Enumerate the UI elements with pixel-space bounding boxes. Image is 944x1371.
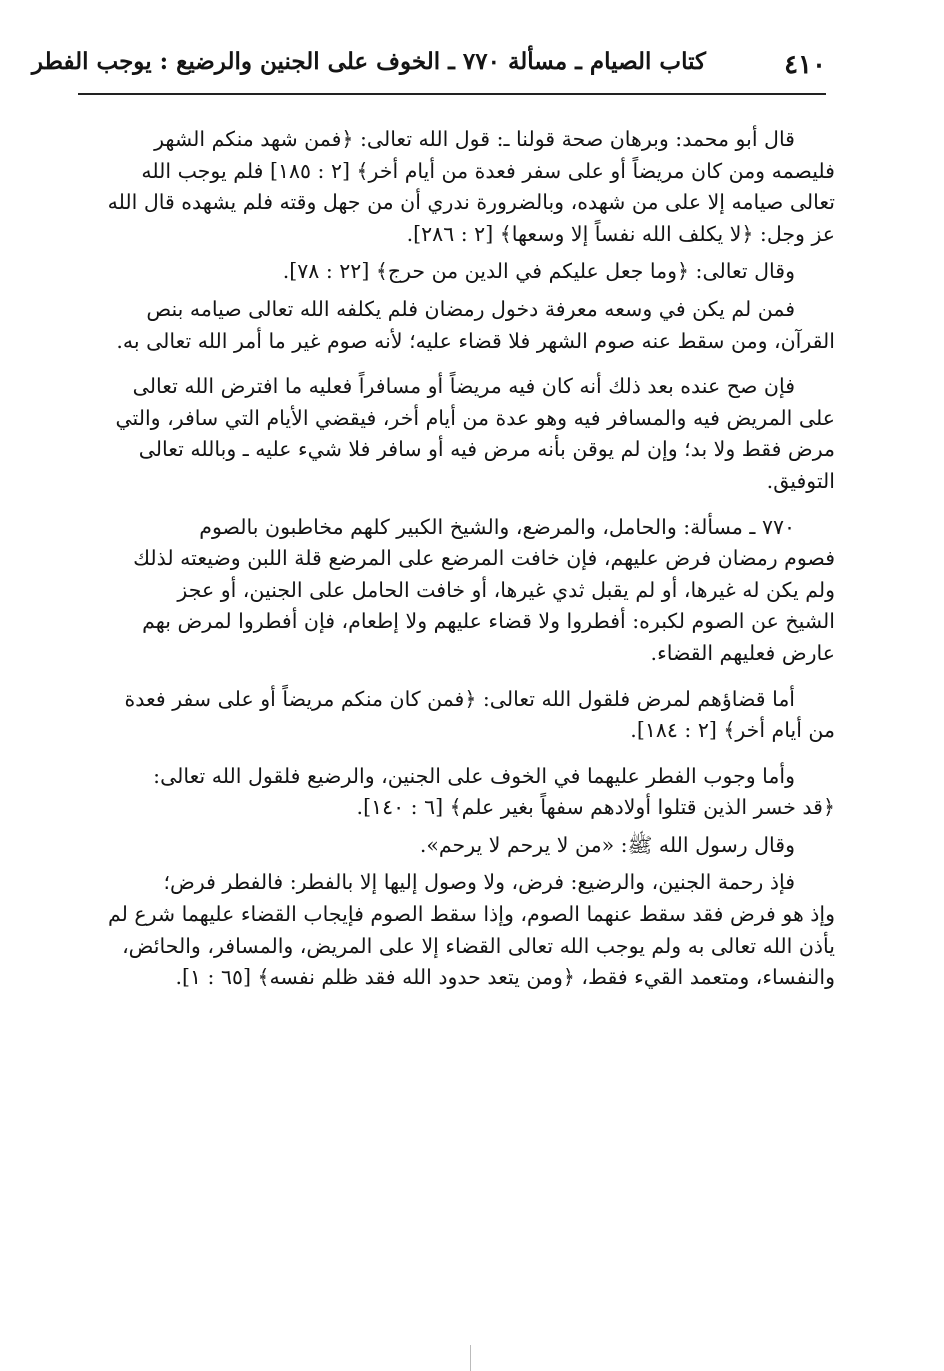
running-head: كتاب الصيام ـ مسألة ٧٧٠ ـ الخوف على الجنين والرضيع : يوجب الفطر bbox=[31, 48, 706, 75]
header-rule bbox=[78, 93, 826, 95]
text-line: عز وجل: ﴿لا يكلف الله نفساً إلا وسعها﴾ [٢ : ٢٨٦]. bbox=[406, 221, 835, 246]
text-line: عارض فعليهم القضاء. bbox=[650, 640, 835, 665]
text-line: فإذ رحمة الجنين، والرضيع: فرض، ولا وصول إليها إلا بالفطر: فالفطر فرض؛ bbox=[163, 870, 795, 895]
text-line: وقال رسول الله ﷺ: «من لا يرحم لا يرحم». bbox=[419, 832, 795, 857]
paragraph bbox=[80, 124, 835, 250]
text-line: وأما وجوب الفطر عليهما في الخوف على الجنين، والرضيع فلقول الله تعالى: bbox=[153, 763, 795, 788]
text-line: قال أبو محمد: وبرهان صحة قولنا ـ: قول الله تعالى: ﴿فمن شهد منكم الشهر bbox=[154, 127, 795, 151]
text-line: وقال تعالى: ﴿وما جعل عليكم في الدين من حرج﴾ [٢٢ : ٧٨]. bbox=[282, 259, 795, 284]
page-header bbox=[31, 44, 826, 94]
text-line: ﴿قد خسر الذين قتلوا أولادهم سفهاً بغير علم﴾ [٦ : ١٤٠]. bbox=[356, 795, 835, 820]
text-line: أما قضاؤهم لمرض فلقول الله تعالى: ﴿فمن كان منكم مريضاً أو على سفر فعدة bbox=[124, 686, 795, 711]
text-line: يأذن الله تعالى به ولم يوجب الله تعالى القضاء إلا على المريض، والمسافر، والحائض، bbox=[122, 933, 835, 958]
text-line: القرآن، ومن سقط عنه صوم الشهر فلا قضاء عليه؛ لأنه صوم غير ما أمر الله تعالى به. bbox=[116, 328, 835, 353]
paragraph bbox=[80, 371, 835, 497]
text-line: فمن لم يكن في وسعه معرفة دخول رمضان فلم يكلفه الله تعالى صيامه بنص bbox=[146, 296, 795, 321]
paragraph bbox=[80, 684, 835, 747]
text-line: ٧٧٠ ـ مسألة: والحامل، والمرضع، والشيخ الكبير كلهم مخاطبون بالصوم bbox=[199, 514, 795, 539]
text-line: فصوم رمضان فرض عليهم، فإن خافت المرضع على المرضع قلة اللبن وضيعته لذلك bbox=[133, 546, 835, 571]
paragraph bbox=[80, 830, 835, 862]
text-line: فإن صح عنده بعد ذلك أنه كان فيه مريضاً أو مسافراً فعليه ما افترض الله تعالى bbox=[132, 374, 795, 399]
text-line: فليصمه ومن كان مريضاً أو على سفر فعدة من أيام أخر﴾ [٢ : ١٨٥] فلم يوجب الله bbox=[141, 158, 835, 183]
paragraph bbox=[80, 761, 835, 824]
text-line: تعالى صيامه إلا على من شهده، وبالضرورة ندري أن من جهل وقته فلم يشهده قال الله bbox=[107, 190, 835, 215]
paragraph bbox=[80, 256, 835, 288]
text-line: مرض فقط ولا بد؛ وإن لم يوقن بأنه مرض فيه أو سافر فلا شيء عليه ـ وبالله تعالى bbox=[138, 437, 835, 462]
page-number: ٤١٠ bbox=[784, 50, 826, 80]
text-line: على المريض فيه والمسافر فيه وهو عدة من أيام أخر، فيقضي الأيام التي سافر، والتي bbox=[115, 405, 835, 430]
paragraph bbox=[80, 294, 835, 357]
text-line: والنفساء، ومتعمد القيء فقط، ﴿ومن يتعد حدود الله فقد ظلم نفسه﴾ [٦٥ : ١]. bbox=[175, 965, 835, 990]
text-line: من أيام أخر﴾ [٢ : ١٨٤]. bbox=[630, 718, 835, 743]
text-line: الشيخ عن الصوم لكبره: أفطروا ولا قضاء عليهم ولا إطعام، فإن أفطروا لمرض بهم bbox=[142, 609, 835, 634]
paragraph bbox=[80, 867, 835, 993]
scan-edge-mark bbox=[470, 1345, 471, 1371]
text-line: ولم يكن له غيرها، أو لم يقبل ثدي غيرها، أو خافت الحامل على الجنين، أو عجز bbox=[177, 577, 835, 602]
text-line: وإذ هو فرض فقد سقط عنهما الصوم، وإذا سقط الصوم فإيجاب القضاء عليهما شرع لم bbox=[107, 902, 835, 927]
paragraph bbox=[80, 512, 835, 670]
text-line: التوفيق. bbox=[766, 468, 835, 493]
page-body bbox=[80, 124, 835, 1008]
